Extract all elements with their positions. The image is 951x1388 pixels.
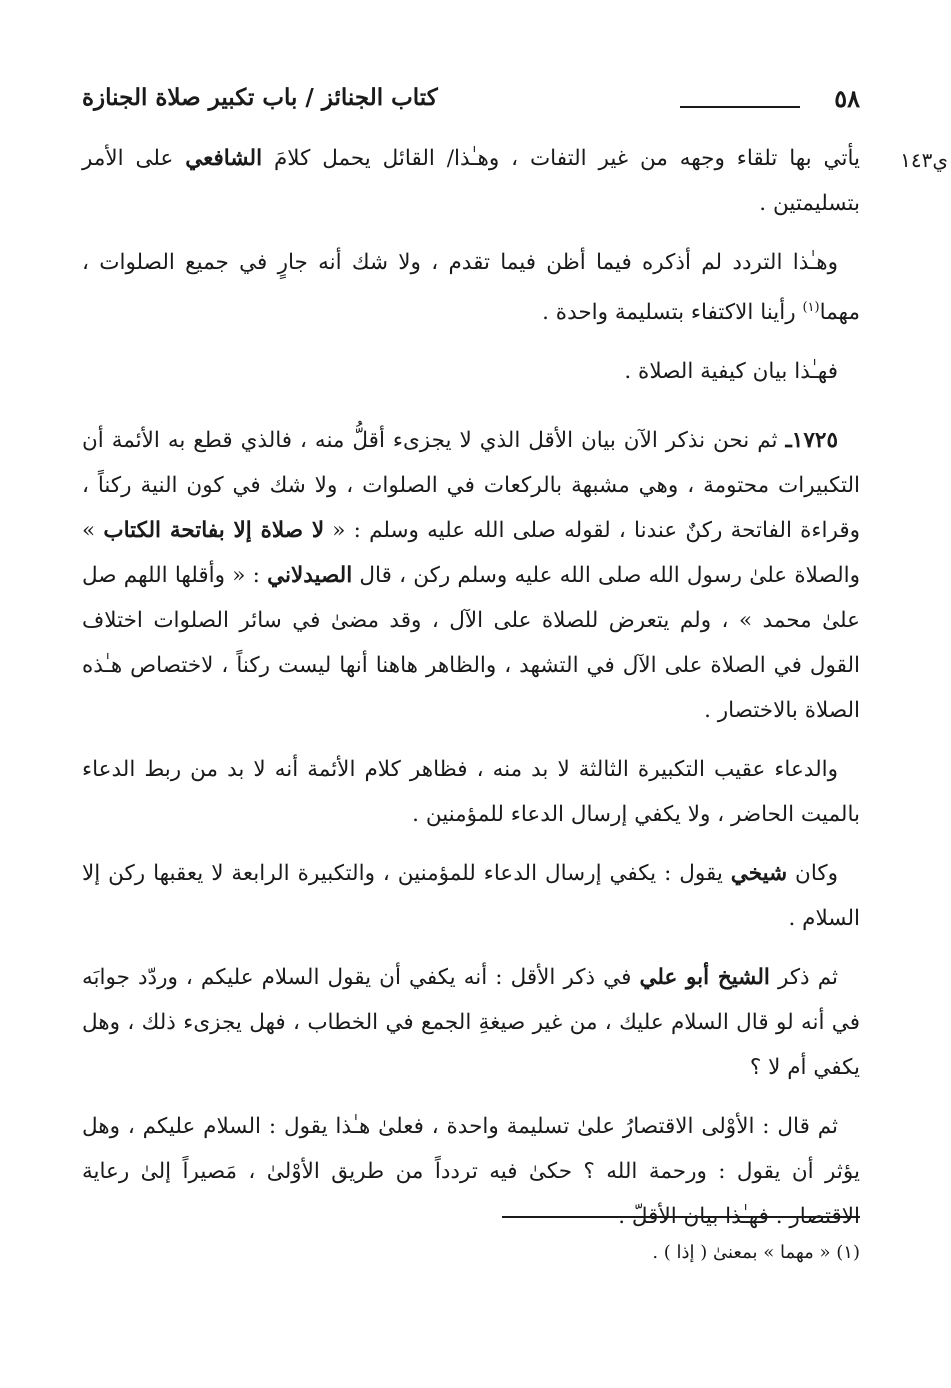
p1-name-shafii: الشافعي (185, 146, 263, 171)
p6-text-b: يقول : يكفي إرسال الدعاء للمؤمنين ، والتكبيرة الرابعة لا يعقبها ركن إلا السلام . (82, 861, 860, 932)
main-text (82, 136, 860, 1253)
paragraph-1 (82, 136, 860, 226)
section-number: ١٧٢٥ـ (785, 428, 838, 454)
p4-name-saydalani: الصيدلاني (267, 563, 353, 589)
p7-name-abu-ali: الشيخ أبو علي (639, 965, 770, 991)
p4-text-c: : « وأقلها اللهم صل علىٰ محمد » ، ولم يتعرض للصلاة على الآل ، وقد مضىٰ في سائر الصلوات اختلاف القول في الصلاة على الآل في التشهد ، والظاهر هاهنا أنها ليست ركناً ، لاختصاص هـٰذه الصلاة بالاختصار . (82, 563, 860, 724)
p1-text-a: يأتي بها تلقاء وجهه من غير التفات ، وهـٰذا/ القائل يحمل كلامَ (262, 146, 860, 171)
p7-text-a: ثم ذكر (769, 965, 838, 991)
margin-reference: ي١٤٣ (900, 148, 948, 172)
p4-hadith: لا صلاة إلا بفاتحة الكتاب (103, 518, 325, 544)
paragraph-7 (82, 955, 860, 1090)
paragraph-6 (82, 851, 860, 941)
running-head: كتاب الجنائز / باب تكبير صلاة الجنازة (82, 84, 438, 111)
paragraph-2 (82, 240, 860, 335)
page-header (82, 84, 860, 124)
p4-text-a: ثم نحن نذكر الآن بيان الأقل الذي لا يجزىء أقلُّ منه ، فالذي قطع به الأئمة أن التكبيرات محتومة ، وهي مشبهة بالركعات في الصلوات ، ولا شك في كون النية ركناً ، وقراءة الفاتحة ركنٌ عندنا ، لقوله صلى الله عليه وسلم : « (82, 428, 860, 544)
footnote-1: (١) « مهما » بمعنىٰ ( إذا ) . (652, 1242, 860, 1263)
page-number: ٥٨ (834, 84, 860, 113)
paragraph-5: والدعاء عقيب التكبيرة الثالثة لا بد منه ، فظاهر كلام الأئمة أنه لا بد من ربط الدعاء بالميت الحاضر ، ولا يكفي إرسال الدعاء للمؤمنين . (82, 757, 860, 828)
p4-text-b: » والصلاة علىٰ رسول الله صلى الله عليه وسلم ركن ، قال (82, 518, 860, 589)
header-rule (680, 106, 800, 108)
p7-text-b: في ذكر الأقل : أنه يكفي أن يقول السلام عليكم ، وردّد جوابَه في أنه لو قال السلام عليك ، من غير صيغةِ الجمع في الخطاب ، فهل يجزىء ذلك ، وهل يكفي أم لا ؟ (82, 965, 860, 1081)
p6-text-a: وكان (787, 861, 839, 887)
footnote-separator (502, 1216, 860, 1218)
footnote-ref: (١) (802, 300, 820, 315)
p2-text-b: رأينا الاكتفاء بتسليمة واحدة . (542, 300, 803, 326)
p6-name-shaykhi: شيخي (730, 861, 788, 887)
paragraph-3: فهـٰذا بيان كيفية الصلاة . (624, 359, 838, 385)
p1-text-b: على الأمر بتسليمتين . (82, 146, 860, 216)
paragraph-8: ثم قال : الأوْلى الاقتصارُ علىٰ تسليمة واحدة ، فعلىٰ هـٰذا يقول : السلام عليكم ، وهل يؤثر أن يقول : ورحمة الله ؟ حكىٰ فيه تردداً من طريق الأوْلىٰ ، مَصيراً إلىٰ رعاية الاقتصار . فهـٰذا بيان الأقلّ . (82, 1114, 860, 1230)
paragraph-4 (82, 418, 860, 733)
p2-text-a: وهـٰذا التردد لم أذكره فيما أظن فيما تقدم ، ولا شك أنه جارٍ في جميع الصلوات ، مهما (82, 250, 860, 326)
